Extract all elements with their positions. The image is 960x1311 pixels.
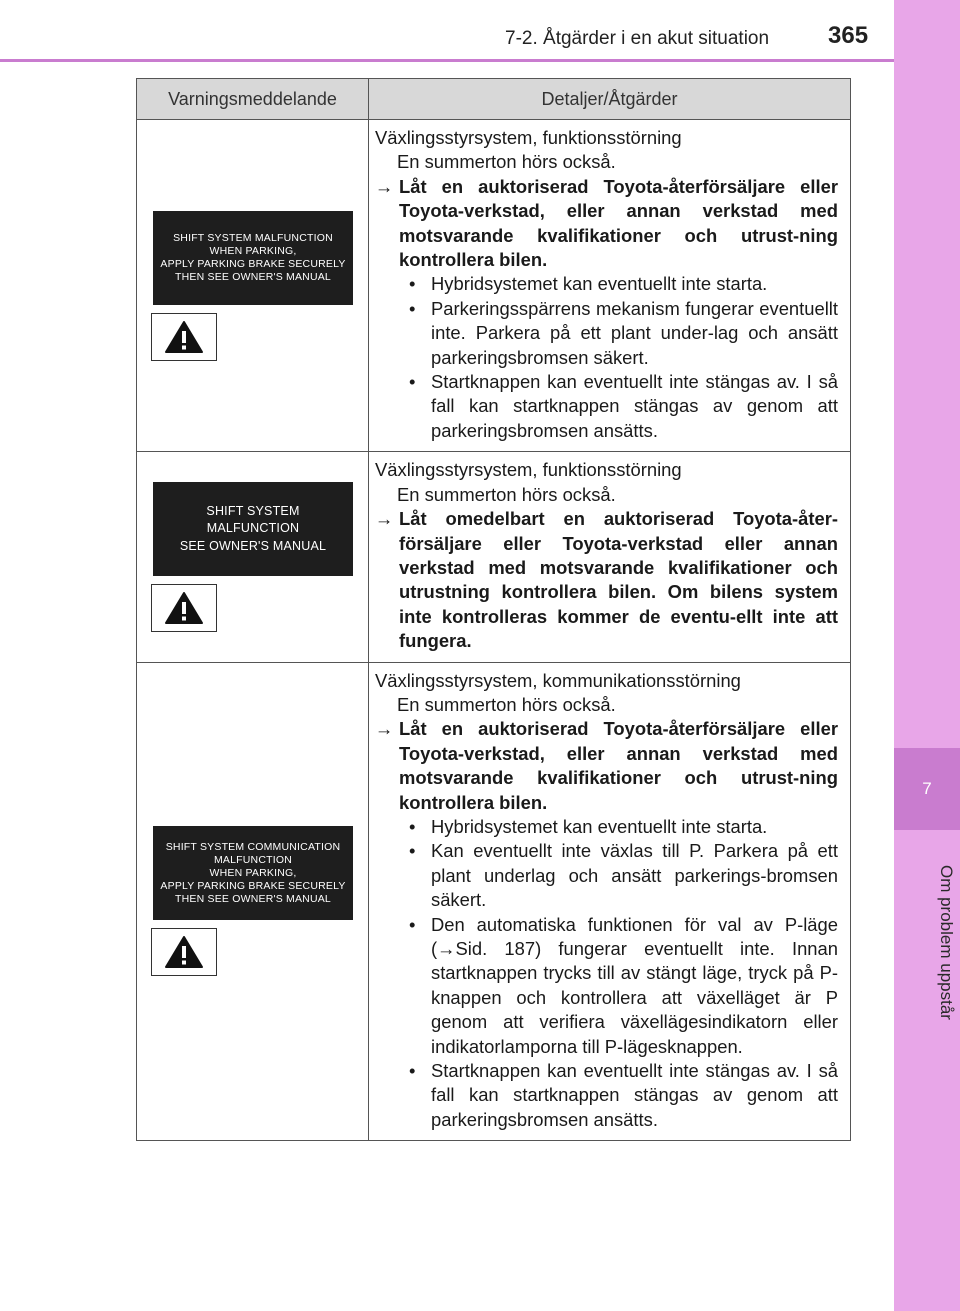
lcd-line: THEN SEE OWNER'S MANUAL	[175, 892, 331, 905]
bullet-list	[375, 815, 838, 1132]
chapter-label: Om problem uppstår	[937, 864, 956, 1020]
bullet-icon: •	[409, 1060, 416, 1082]
list-item: • Hybridsystemet kan eventuellt inte starta.	[409, 815, 838, 839]
table-header-row	[137, 79, 851, 120]
table-row	[137, 662, 851, 1141]
arrow-icon: →	[375, 718, 394, 740]
section-title: 7-2. Åtgärder i en akut situation	[505, 28, 770, 49]
header-details: Detaljer/Åtgärder	[369, 79, 851, 120]
warning-table	[136, 78, 851, 1141]
details-cell	[369, 120, 851, 452]
chapter-number: 7	[894, 748, 960, 830]
message-title: Växlingsstyrsystem, funktionsstörning	[375, 127, 682, 148]
header-rule	[0, 59, 894, 62]
lcd-line: WHEN PARKING,	[209, 866, 297, 879]
lcd-line: MALFUNCTION	[206, 521, 300, 536]
details-cell	[369, 452, 851, 662]
arrow-icon: →	[375, 508, 394, 530]
lcd-message-display	[153, 211, 353, 305]
bullet-list	[375, 272, 838, 443]
chapter-side-tab	[894, 0, 960, 1311]
lcd-line: SHIFT SYSTEM MALFUNCTION	[173, 231, 333, 244]
warning-triangle-icon	[151, 313, 217, 361]
warning-image-cell	[137, 120, 369, 452]
bullet-icon: •	[409, 297, 416, 319]
buzzer-note: En summerton hörs också.	[397, 151, 616, 173]
lcd-line: SHIFT SYSTEM COMMUNICATION	[165, 840, 341, 853]
list-item: • Parkeringsspärrens mekanism fungerar eventuellt inte. Parkera på ett plant under-lag och ansätt parkeringsbromsen säkert.	[409, 297, 838, 370]
action-instruction: → Låt en auktoriserad Toyota-återförsäljare eller Toyota-verkstad, eller annan verkstad med motsvarande kvalifikationer och utrust-ning kontrollera bilen.	[375, 717, 838, 815]
list-item: • Den automatiska funktionen för val av P-läge (→Sid. 187) fungerar eventuellt inte. Innan startknappen trycks till av stängt läge, tryck på P-knappen och kontrollera att växelläget är P genom att verifiera växellägesindikatorn eller indikatorlamporna till P-lägesknappen.	[409, 913, 838, 1059]
details-cell	[369, 662, 851, 1141]
action-instruction: → Låt omedelbart en auktoriserad Toyota-åter-försäljare eller Toyota-verkstad eller annan verkstad med motsvarande kvalifikationer och utrustning kontrollera bilen. Om bilens system inte kontrolleras kommer de eventu-ellt inte att fungera.	[375, 507, 838, 653]
message-title: Växlingsstyrsystem, kommunikationsstörning	[375, 669, 741, 691]
bullet-icon: •	[409, 273, 416, 295]
bullet-icon: •	[409, 913, 416, 935]
bullet-icon: •	[409, 840, 416, 862]
table-row	[137, 452, 851, 662]
bullet-icon: •	[409, 371, 416, 393]
list-item: • Kan eventuellt inte växlas till P. Parkera på ett plant underlag och ansätt parkerings-bromsen säkert.	[409, 839, 838, 912]
warning-triangle-icon	[151, 584, 217, 632]
header-warning-message: Varningsmeddelande	[137, 79, 369, 120]
list-item: • Hybridsystemet kan eventuellt inte starta.	[409, 272, 838, 296]
warning-triangle-icon	[151, 928, 217, 976]
lcd-line: WHEN PARKING,	[209, 244, 297, 257]
lcd-line: APPLY PARKING BRAKE SECURELY	[160, 879, 346, 892]
page-number: 365	[828, 22, 869, 49]
list-item: • Startknappen kan eventuellt inte stängas av. I så fall kan startknappen stängas av genom att parkeringsbromsen ansätts.	[409, 1059, 838, 1132]
lcd-line: THEN SEE OWNER'S MANUAL	[175, 270, 331, 283]
lcd-line: SHIFT SYSTEM	[206, 503, 300, 518]
lcd-message-display	[153, 826, 353, 920]
warning-image-cell	[137, 452, 369, 662]
lcd-message-display	[153, 482, 353, 576]
lcd-line: APPLY PARKING BRAKE SECURELY	[160, 257, 346, 270]
arrow-icon: →	[375, 175, 394, 197]
bullet-icon: •	[409, 815, 416, 837]
buzzer-note: En summerton hörs också.	[397, 483, 616, 505]
list-item: • Startknappen kan eventuellt inte stängas av. I så fall kan startknappen stängas av genom att parkeringsbromsen ansätts.	[409, 370, 838, 443]
warning-image-cell	[137, 662, 369, 1141]
message-title: Växlingsstyrsystem, funktionsstörning	[375, 459, 682, 481]
lcd-line: MALFUNCTION	[213, 853, 293, 866]
table-row	[137, 120, 851, 452]
lcd-line: SEE OWNER'S MANUAL	[179, 538, 327, 553]
action-instruction: → Låt en auktoriserad Toyota-återförsäljare eller Toyota-verkstad, eller annan verkstad med motsvarande kvalifikationer och utrust-ning kontrollera bilen.	[375, 175, 838, 273]
buzzer-note: En summerton hörs också.	[397, 693, 616, 715]
